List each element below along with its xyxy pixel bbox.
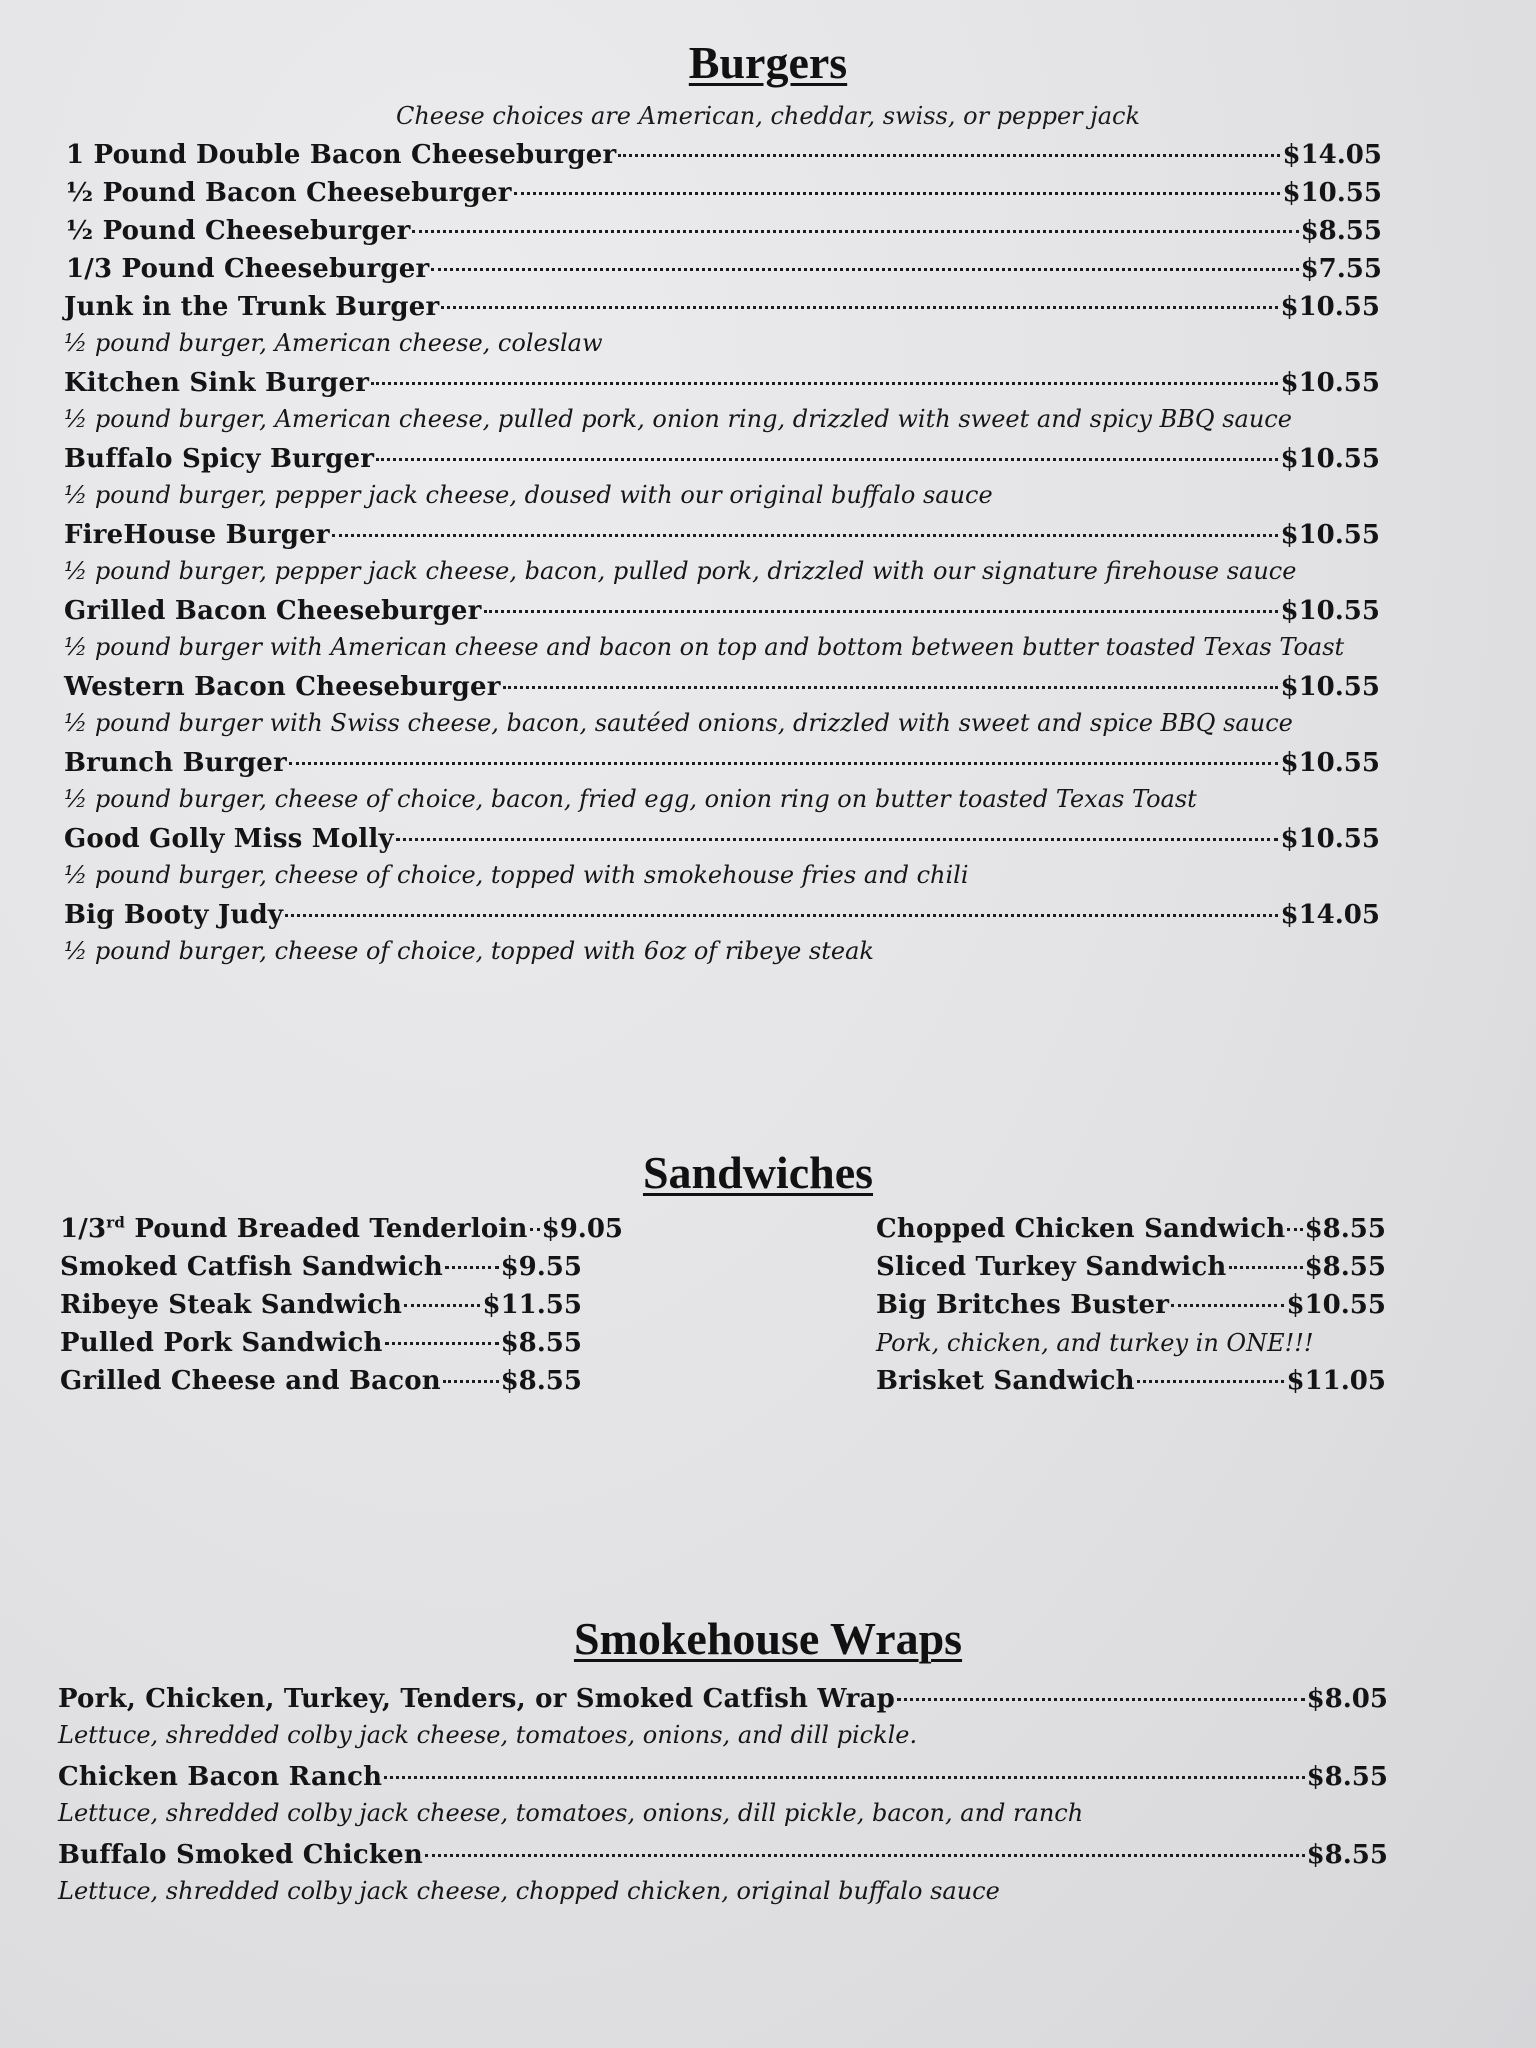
- dot-leader: [396, 837, 1279, 841]
- burger-row: [66, 214, 1382, 248]
- sandwich-row: [60, 1250, 582, 1284]
- dot-leader: [484, 609, 1279, 613]
- burger-row: [66, 138, 1382, 172]
- dot-leader: [425, 1853, 1305, 1857]
- burger-description: ½ pound burger, cheese of choice, topped with 6oz of ribeye steak: [64, 937, 874, 965]
- burger-name: Buffalo Spicy Burger: [64, 444, 375, 474]
- sandwich-row: [876, 1364, 1386, 1398]
- sandwich-row: [876, 1288, 1386, 1322]
- burgers-heading: Burgers: [688, 37, 848, 88]
- burger-name: Western Bacon Cheeseburger: [64, 672, 501, 702]
- sandwich-name: Pulled Pork Sandwich: [60, 1328, 383, 1358]
- sandwich-price: $9.55: [500, 1252, 582, 1282]
- sandwich-row: [876, 1212, 1386, 1246]
- burger-description: ½ pound burger, American cheese, pulled pork, onion ring, drizzled with sweet and spicy BBQ sauce: [64, 405, 1292, 433]
- dot-leader: [1229, 1265, 1303, 1269]
- sandwich-name: Smoked Catfish Sandwich: [60, 1252, 443, 1282]
- dot-leader: [443, 1379, 499, 1383]
- sandwich-row: [60, 1326, 582, 1360]
- sandwich-name: Big Britches Buster: [876, 1290, 1170, 1320]
- sandwich-row: [60, 1212, 624, 1246]
- burger-price: $10.55: [1280, 672, 1380, 702]
- sandwich-name: 1/3rd Pound Breaded Tenderloin: [60, 1213, 528, 1244]
- dot-leader: [285, 913, 1278, 917]
- burger-name: 1 Pound Double Bacon Cheeseburger: [66, 140, 617, 170]
- burger-row: [64, 366, 1380, 400]
- sandwich-row: [60, 1288, 582, 1322]
- sandwich-price: $10.55: [1286, 1290, 1386, 1320]
- dot-leader: [897, 1697, 1305, 1701]
- wrap-description: Lettuce, shredded colby jack cheese, tomatoes, onions, dill pickle, bacon, and ranch: [58, 1799, 1084, 1827]
- burger-row: [64, 898, 1380, 932]
- burger-name: FireHouse Burger: [64, 520, 330, 550]
- sandwich-price: $8.55: [1304, 1214, 1386, 1244]
- burger-price: $14.05: [1282, 140, 1382, 170]
- dot-leader: [376, 457, 1278, 461]
- dot-leader: [384, 1775, 1304, 1779]
- dot-leader: [289, 761, 1279, 765]
- dot-leader: [385, 1341, 499, 1345]
- burger-row: [66, 252, 1382, 286]
- sandwich-price: $8.55: [1304, 1252, 1386, 1282]
- burger-name: Junk in the Trunk Burger: [64, 292, 440, 322]
- dot-leader: [1287, 1227, 1302, 1231]
- dot-leader: [332, 533, 1279, 537]
- burger-price: $10.55: [1280, 748, 1380, 778]
- burger-row: [64, 290, 1380, 324]
- wrap-description: Lettuce, shredded colby jack cheese, tomatoes, onions, and dill pickle.: [58, 1721, 918, 1749]
- dot-leader: [514, 191, 1281, 195]
- dot-leader: [503, 685, 1279, 689]
- burger-row: [64, 670, 1380, 704]
- burger-row: [64, 746, 1380, 780]
- dot-leader: [412, 229, 1298, 233]
- burger-description: ½ pound burger, American cheese, coleslaw: [64, 329, 603, 357]
- burger-name: Brunch Burger: [64, 748, 287, 778]
- dot-leader: [404, 1303, 480, 1307]
- burger-row: [64, 442, 1380, 476]
- sandwich-description: Pork, chicken, and turkey in ONE!!!: [876, 1329, 1314, 1357]
- burger-name: Grilled Bacon Cheeseburger: [64, 596, 482, 626]
- burger-price: $10.55: [1280, 520, 1380, 550]
- sandwich-name: Grilled Cheese and Bacon: [60, 1366, 441, 1396]
- burger-name: Good Golly Miss Molly: [64, 824, 394, 854]
- burger-description: ½ pound burger, cheese of choice, topped with smokehouse fries and chili: [64, 861, 969, 889]
- burger-price: $10.55: [1280, 292, 1380, 322]
- burger-description: ½ pound burger, pepper jack cheese, doused with our original buffalo sauce: [64, 481, 993, 509]
- wrap-price: $8.05: [1306, 1684, 1388, 1714]
- wrap-name: Buffalo Smoked Chicken: [58, 1840, 423, 1870]
- wraps-heading: Smokehouse Wraps: [573, 1613, 963, 1664]
- burger-price: $10.55: [1280, 368, 1380, 398]
- wrap-name: Chicken Bacon Ranch: [58, 1762, 383, 1792]
- dot-leader: [530, 1227, 540, 1231]
- burger-name: Kitchen Sink Burger: [64, 368, 370, 398]
- sandwich-price: $11.05: [1286, 1366, 1386, 1396]
- burger-price: $10.55: [1280, 824, 1380, 854]
- sandwich-price: $11.55: [482, 1290, 582, 1320]
- burger-description: ½ pound burger, pepper jack cheese, bacon, pulled pork, drizzled with our signature firehouse sauce: [64, 557, 1297, 585]
- wrap-row: [58, 1838, 1388, 1872]
- burger-price: $14.05: [1280, 900, 1380, 930]
- burger-name: 1/3 Pound Cheeseburger: [66, 254, 430, 284]
- wrap-row: [58, 1682, 1388, 1716]
- burger-row: [64, 822, 1380, 856]
- dot-leader: [618, 153, 1280, 157]
- dot-leader: [371, 381, 1278, 385]
- dot-leader: [445, 1265, 499, 1269]
- sandwich-name: Chopped Chicken Sandwich: [876, 1214, 1286, 1244]
- burger-price: $10.55: [1282, 178, 1382, 208]
- burger-name: ½ Pound Cheeseburger: [66, 216, 411, 246]
- burger-row: [64, 594, 1380, 628]
- sandwich-price: $8.55: [500, 1328, 582, 1358]
- sandwich-price: $8.55: [500, 1366, 582, 1396]
- wrap-name: Pork, Chicken, Turkey, Tenders, or Smoked Catfish Wrap: [58, 1684, 895, 1714]
- wrap-price: $8.55: [1306, 1762, 1388, 1792]
- burger-name: Big Booty Judy: [64, 900, 284, 930]
- sandwich-row: [876, 1250, 1386, 1284]
- burger-row: [64, 518, 1380, 552]
- wrap-description: Lettuce, shredded colby jack cheese, chopped chicken, original buffalo sauce: [58, 1877, 1000, 1905]
- sandwich-name: Sliced Turkey Sandwich: [876, 1252, 1227, 1282]
- wrap-row: [58, 1760, 1388, 1794]
- burger-description: ½ pound burger, cheese of choice, bacon, fried egg, onion ring on butter toasted Texas Toast: [64, 785, 1197, 813]
- sandwich-name: Ribeye Steak Sandwich: [60, 1290, 403, 1320]
- sandwich-row: [60, 1364, 582, 1398]
- burger-price: $10.55: [1280, 596, 1380, 626]
- sandwiches-heading: Sandwiches: [642, 1147, 874, 1198]
- burger-price: $7.55: [1300, 254, 1382, 284]
- sandwich-price: $9.05: [541, 1214, 624, 1244]
- burger-price: $10.55: [1280, 444, 1380, 474]
- sandwich-name: Brisket Sandwich: [876, 1366, 1135, 1396]
- burger-name: ½ Pound Bacon Cheeseburger: [66, 178, 512, 208]
- dot-leader: [431, 267, 1298, 271]
- dot-leader: [1137, 1379, 1285, 1383]
- burger-description: ½ pound burger with Swiss cheese, bacon, sautéed onions, drizzled with sweet and spice BBQ sauce: [64, 709, 1293, 737]
- burger-price: $8.55: [1300, 216, 1382, 246]
- burger-description: ½ pound burger with American cheese and bacon on top and bottom between butter toasted Texas Toast: [64, 633, 1345, 661]
- wrap-price: $8.55: [1306, 1840, 1388, 1870]
- burger-row: [66, 176, 1382, 210]
- dot-leader: [441, 305, 1278, 309]
- cheese-choices-note: Cheese choices are American, cheddar, swiss, or pepper jack: [395, 102, 1141, 130]
- dot-leader: [1171, 1303, 1284, 1307]
